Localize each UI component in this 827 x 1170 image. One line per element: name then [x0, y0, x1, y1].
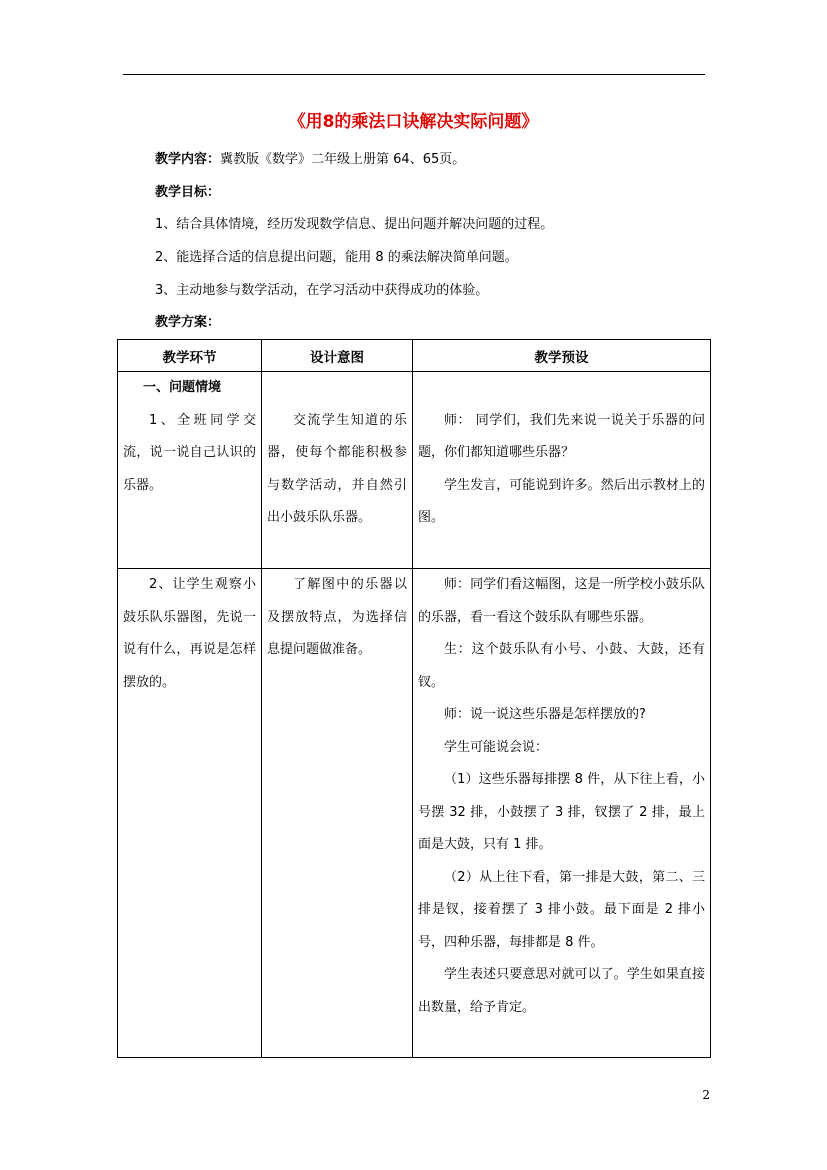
table-row [118, 569, 711, 1058]
preset-paragraph: 师：同学们看这幅图，这是一所学校小鼓乐队的乐器，看一看这个鼓乐队有哪些乐器。 [418, 577, 705, 625]
content-label: 教学内容： [155, 152, 221, 167]
page-number: 2 [702, 1088, 710, 1102]
stage-cell [118, 569, 262, 1058]
step-text: 1、全班同学交流，说一说自己认识的乐器。 [123, 412, 256, 493]
preset-paragraph: 学生表述只要意思对就可以了。学生如果直接出数量，给予肯定。 [418, 967, 705, 1015]
column-header-intent: 设计意图 [262, 340, 413, 372]
column-header-preset: 教学预设 [413, 340, 711, 372]
content-line [155, 150, 465, 170]
preset-paragraph: （2）从上往下看，第一排是大鼓，第二、三排是钗，接着摆了 3 排小鼓。最下面是 2 排小号，四种乐器，每排都是 8 件。 [418, 869, 705, 950]
section-heading: 一、问题情境 [143, 380, 222, 395]
intent-text: 了解图中的乐器以及摆放特点，为选择信息提问题做准备。 [267, 577, 407, 657]
goal-item-3: 3、主动地参与数学活动，在学习活动中获得成功的体验。 [155, 283, 489, 298]
table-header-row [118, 340, 711, 372]
preset-paragraph: 生：这个鼓乐队有小号、小鼓、大鼓，还有钗。 [418, 642, 705, 690]
intent-cell [262, 372, 413, 569]
preset-paragraph: 学生发言，可能说到许多。然后出示教材上的图。 [418, 477, 705, 525]
stage-cell [118, 372, 262, 569]
step-text: 2、让学生观察小鼓乐队乐器图，先说一说有什么，再说是怎样摆放的。 [123, 577, 256, 690]
header-rule [123, 74, 705, 75]
goal-item-2: 2、能选择合适的信息提出问题，能用 8 的乘法解决简单问题。 [155, 250, 518, 265]
table-row [118, 372, 711, 569]
intent-cell [262, 569, 413, 1058]
goal-item-1: 1、结合具体情境，经历发现数学信息、提出问题并解决问题的过程。 [155, 217, 554, 232]
preset-paragraph: （1）这些乐器每排摆 8 件，从下往上看，小号摆 32 排，小鼓摆了 3 排，钗摆了 2 排，最上面是大鼓，只有 1 排。 [418, 772, 705, 852]
plan-label: 教学方案： [155, 315, 221, 330]
preset-paragraph: 师： 同学们，我们先来说一说关于乐器的问题，你们都知道哪些乐器？ [418, 412, 705, 460]
intent-text: 交流学生知道的乐器，使每个都能积极参与数学活动，并自然引出小鼓乐队乐器。 [267, 412, 407, 525]
lesson-plan-table [117, 339, 711, 1058]
document-title: 《用8的乘法口诀解决实际问题》 [288, 112, 539, 132]
preset-paragraph: 学生可能说会说： [444, 739, 549, 755]
preset-paragraph: 师：说一说这些乐器是怎样摆放的? [444, 707, 646, 722]
column-header-stage: 教学环节 [118, 340, 262, 372]
content-text: 冀教版《数学》二年级上册第 64、65页。 [220, 152, 466, 167]
preset-cell [413, 372, 711, 569]
preset-cell [413, 569, 711, 1058]
goals-label: 教学目标： [155, 185, 221, 200]
